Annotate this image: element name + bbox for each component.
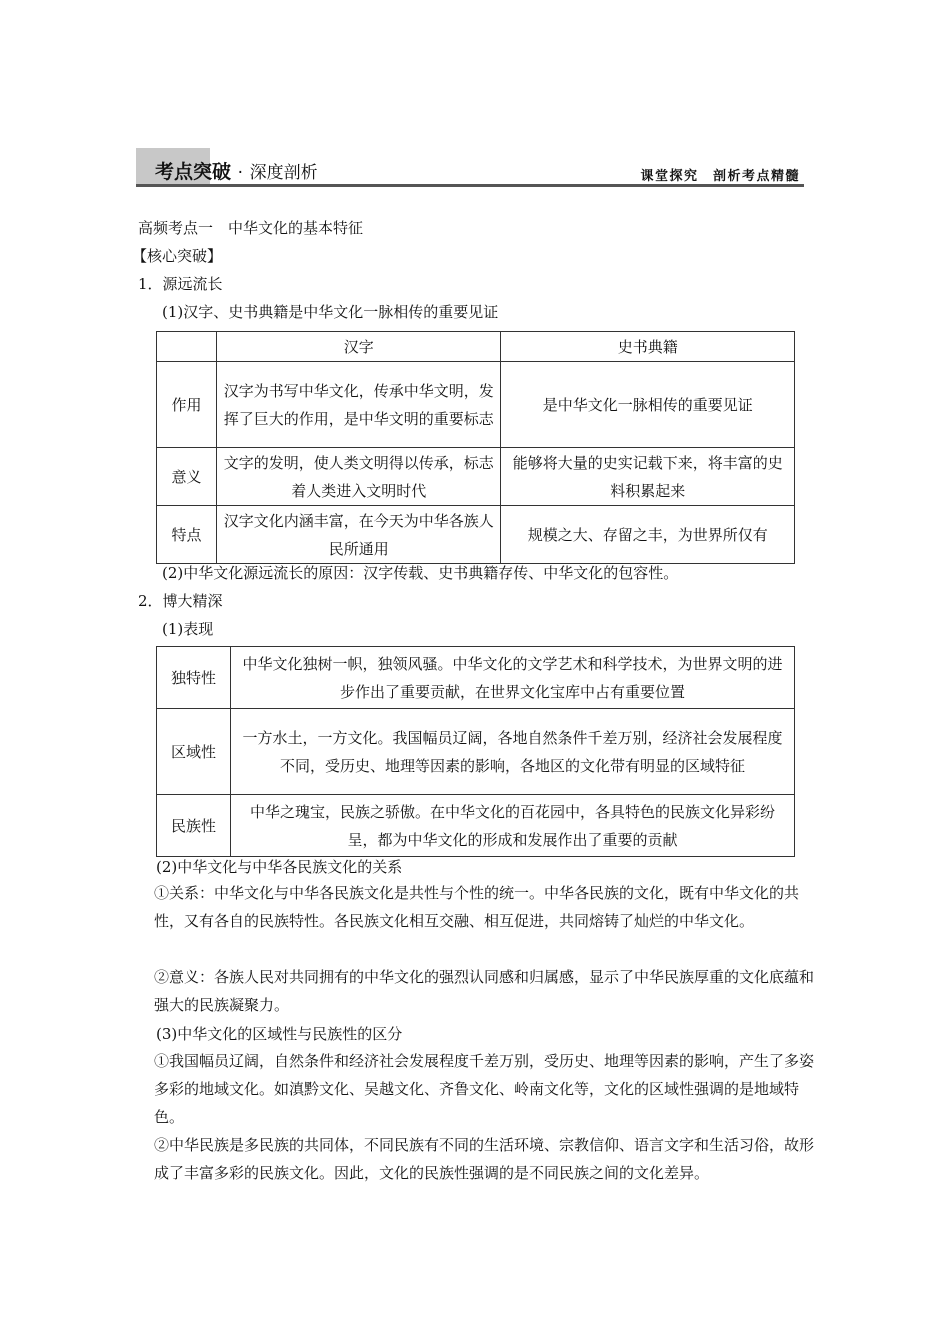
row-label: 区域性	[157, 709, 231, 795]
regional-paragraph: ①我国幅员辽阔，自然条件和经济社会发展程度千差万别，受历史、地理等因素的影响，产生了多姿多彩的地域文化。如滇黔文化、吴越文化、齐鲁文化、岭南文化等，文化的区域性强调的是地域特色。	[154, 1052, 815, 1126]
table-row	[157, 506, 795, 564]
section-title: 高频考点一 中华文化的基本特征	[138, 219, 364, 237]
banner-divider	[136, 184, 804, 187]
table-header-cell	[157, 332, 217, 362]
table-cell: 是中华文化一脉相传的重要见证	[501, 362, 795, 448]
table-cell: 汉字为书写中华文化，传承中华文明，发挥了巨大的作用，是中华文明的重要标志	[216, 362, 501, 448]
row-label: 独特性	[157, 647, 231, 709]
point1-sub1: (1)汉字、史书典籍是中华文化一脉相传的重要见证	[162, 303, 499, 321]
table-row	[157, 362, 795, 448]
table-cell: 文字的发明，使人类文明得以传承，标志着人类进入文明时代	[216, 448, 501, 506]
table-row	[157, 795, 795, 857]
table-header-row	[157, 332, 795, 362]
table-cell: 规模之大、存留之丰，为世界所仅有	[501, 506, 795, 564]
table-header-cell: 史书典籍	[501, 332, 795, 362]
banner-title	[155, 157, 318, 184]
table-row	[157, 647, 795, 709]
row-label: 民族性	[157, 795, 231, 857]
point2-heading: 2．博大精深	[138, 592, 223, 610]
point2-sub1: (1)表现	[162, 620, 214, 638]
table-row	[157, 709, 795, 795]
section-banner	[136, 148, 804, 190]
row-label: 特点	[157, 506, 217, 564]
ethnic-paragraph: ②中华民族是多民族的共同体，不同民族有不同的生活环境、宗教信仰、语言文字和生活习俗，故形成了丰富多彩的民族文化。因此，文化的民族性强调的是不同民族之间的文化差异。	[154, 1136, 815, 1182]
table-cell: 汉字文化内涵丰富，在今天为中华各族人民所通用	[216, 506, 501, 564]
significance-paragraph: ②意义：各族人民对共同拥有的中华文化的强烈认同感和归属感，显示了中华民族厚重的文化底蕴和强大的民族凝聚力。	[154, 968, 815, 1014]
banner-right-text: 课堂探究 剖析考点精髓	[640, 169, 800, 184]
point2-sub2: (2)中华文化与中华各民族文化的关系	[156, 858, 403, 876]
table-header-cell: 汉字	[216, 332, 501, 362]
point1-sub2: (2)中华文化源远流长的原因：汉字传载、史书典籍存传、中华文化的包容性。	[162, 564, 679, 582]
point2-sub3: (3)中华文化的区域性与民族性的区分	[156, 1025, 403, 1043]
table-cell: 能够将大量的史实记载下来，将丰富的史料积累起来	[501, 448, 795, 506]
row-label: 意义	[157, 448, 217, 506]
table-manifestations	[156, 646, 795, 857]
table-cell: 一方水土，一方文化。我国幅员辽阔，各地自然条件千差万别，经济社会发展程度不同，受历史、地理等因素的影响，各地区的文化带有明显的区域特征	[230, 709, 794, 795]
point1-heading: 1．源远流长	[138, 275, 223, 293]
table-row	[157, 448, 795, 506]
table-cell: 中华之瑰宝，民族之骄傲。在中华文化的百花园中，各具特色的民族文化异彩纷呈，都为中华文化的形成和发展作出了重要的贡献	[230, 795, 794, 857]
table-cell: 中华文化独树一帜，独领风骚。中华文化的文学艺术和科学技术，为世界文明的进步作出了重要贡献，在世界文化宝库中占有重要位置	[230, 647, 794, 709]
table-chinese-characters	[156, 331, 795, 564]
banner-title-sep: ·	[237, 163, 244, 183]
banner-title-sub: 深度剖析	[249, 163, 318, 183]
banner-title-main: 考点突破	[155, 161, 232, 183]
relation-paragraph: ①关系：中华文化与中华各民族文化是共性与个性的统一。中华各民族的文化，既有中华文化的共性，又有各自的民族特性。各民族文化相互交融、相互促进，共同熔铸了灿烂的中华文化。	[154, 884, 800, 930]
row-label: 作用	[157, 362, 217, 448]
core-label: 【核心突破】	[132, 247, 223, 265]
